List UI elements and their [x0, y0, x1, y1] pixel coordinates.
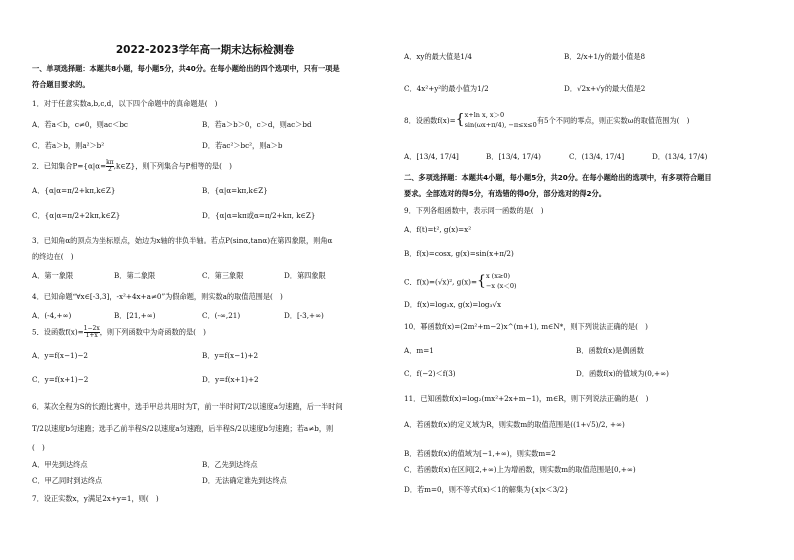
q3-option-a: A．第一象限 — [32, 271, 74, 280]
q9-stem: 9．下列各组函数中，表示同一函数的是( ) — [404, 206, 544, 215]
q10-option-c: C．f(−2)＜f(3) — [404, 369, 456, 378]
section1-header-cont: 符合题目要求的。 — [32, 80, 90, 89]
q8-option-a: A．[13/4, 17/4] — [404, 152, 459, 161]
q10-option-b: B．函数f(x)是偶函数 — [576, 346, 644, 355]
q4-option-a: A．(-4,+∞) — [32, 311, 72, 320]
q9-option-c-text: C．f(x)=(√x)², g(x)= — [404, 277, 478, 287]
q8-stem-start: 8．设函数f(x)= — [404, 115, 456, 125]
q4-option-d: D．[-3,+∞) — [284, 311, 324, 320]
q5-stem-end: ，则下列函数中为奇函数的是( ) — [99, 327, 206, 337]
q1-option-b: B．若a＞b＞0，c＞d，则ac＞bd — [202, 120, 312, 129]
q7-option-b: B．2/x+1/y的最小值是8 — [564, 52, 646, 61]
q2-fraction — [106, 160, 114, 173]
q8-brace: { — [455, 111, 465, 128]
q7-stem: 7．设正实数x，y满足2x+y=1，则( ) — [32, 494, 159, 503]
q10-stem: 10．幂函数f(x)=(2m²+m−2)x^(m+1), m∈N*，则下列说法正确的是( ) — [404, 322, 648, 331]
q9-piece-1: x (x≥0) — [485, 272, 510, 280]
q9-piece-2: −x (x＜0) — [485, 281, 517, 290]
q5-frac-den: 1+x — [85, 332, 98, 339]
q8-option-d: D．(13/4, 17/4) — [652, 152, 708, 161]
q5-fraction — [84, 326, 100, 339]
q7-option-d: D．√2x+√y的最大值是2 — [564, 84, 646, 93]
q3-option-b: B．第二象限 — [114, 271, 156, 280]
q2-option-d: D．{α|α=kπ或α=π/2+kπ, k∈Z} — [202, 211, 316, 220]
q7-option-a: A．xy的最大值是1/4 — [404, 52, 472, 61]
q3-option-d: D．第四象限 — [284, 271, 326, 280]
q11-option-a: A．若函数f(x)的定义域为R，则实数m的取值范围是((1+√5)/2, +∞) — [404, 420, 625, 429]
q3-stem: 3．已知角α的顶点为坐标原点，始边为x轴的非负半轴。若点P(sinα,tanα)在第四象限，则角α — [32, 236, 333, 245]
q2-stem-start: 2．已知集合P={α|α= — [32, 161, 107, 171]
q5-frac-num: 1−2x — [83, 325, 100, 332]
q10-option-d: D．函数f(x)的值域为(0,+∞) — [576, 369, 669, 378]
q5-stem — [32, 326, 206, 339]
q8-piece-2: sin(ωx+π/4), −π≤x≤0 — [464, 121, 537, 130]
q9-option-c — [404, 272, 517, 292]
q8-piecewise — [465, 110, 537, 131]
q2-frac-den: 2 — [107, 166, 112, 173]
q1-option-a: A．若a＜b，c≠0，则ac＜bc — [32, 120, 128, 129]
q9-option-b: B．f(x)=cosx, g(x)=sin(x+π/2) — [404, 249, 514, 258]
q6-stem-cont: T/2以速度b匀速跑；选手乙前半程S/2以速度a匀速跑，后半程S/2以速度b匀速跑；若a≠b，则 — [32, 424, 334, 433]
q10-option-a: A．m=1 — [404, 346, 434, 355]
q1-option-d: D．若ac²＞bc²，则a＞b — [202, 141, 283, 150]
q2-stem — [32, 160, 232, 173]
q8-stem — [404, 110, 689, 131]
q9-option-d: D．f(x)=log₃x, g(x)=log₃√x — [404, 300, 502, 309]
q4-option-c: C．(-∞,21) — [202, 311, 241, 320]
q8-piece-1: x+ln x, x＞0 — [464, 111, 505, 119]
q11-option-b: B．若函数f(x)的值域为[−1,+∞)，则实数m=2 — [404, 449, 556, 458]
q8-stem-end: 有5个不同的零点，则正实数ω的取值范围为( ) — [536, 115, 690, 125]
page-title: 2022-2023学年高一期末达标检测卷 — [115, 44, 295, 56]
q8-option-b: B．[13/4, 17/4) — [486, 152, 541, 161]
section1-header: 一、单项选择题：本题共8小题，每小题5分，共40分。在每小题给出的四个选项中，只有一项是 — [32, 64, 340, 73]
section2-header-cont: 要求。全部选对的得5分，有选错的得0分，部分选对的得2分。 — [404, 189, 606, 198]
q7-option-c: C．4x²+y²的最小值为1/2 — [404, 84, 489, 93]
q1-option-c: C．若a＞b，则a²＞b² — [32, 141, 105, 150]
q8-option-c: C．(13/4, 17/4] — [569, 152, 625, 161]
q6-option-b: B．乙先到达终点 — [202, 460, 258, 469]
q5-stem-start: 5．设函数f(x)= — [32, 327, 84, 337]
q6-option-d: D．无法确定谁先到达终点 — [202, 476, 287, 485]
q11-option-d: D．若m=0，则不等式f(x)＜1的解集为{x|x＜3/2} — [404, 485, 569, 494]
q5-option-d: D．y=f(x+1)+2 — [202, 375, 259, 384]
q5-option-b: B．y=f(x−1)+2 — [202, 351, 259, 360]
q3-stem-cont: 的终边在( ) — [32, 252, 74, 261]
q1-stem: 1．对于任意实数a,b,c,d，以下四个命题中的真命题是( ) — [32, 99, 218, 108]
q2-option-b: B．{α|α=kπ,k∈Z} — [202, 186, 268, 195]
q5-option-c: C．y=f(x+1)−2 — [32, 375, 89, 384]
q11-stem: 11．已知函数f(x)=log₂(mx²+2x+m−1)，m∈R，则下列说法正确的是( ) — [404, 394, 649, 403]
q4-option-b: B．[21,+∞) — [114, 311, 156, 320]
q11-option-c: C．若函数f(x)在区间[2,+∞)上为增函数，则实数m的取值范围是[0,+∞) — [404, 465, 636, 474]
q2-option-c: C．{α|α=π/2+2kπ,k∈Z} — [32, 211, 121, 220]
q9-option-a: A．f(t)=t², g(x)=x² — [404, 225, 472, 234]
q5-option-a: A．y=f(x−1)−2 — [32, 351, 88, 360]
q3-option-c: C．第三象限 — [202, 271, 244, 280]
q2-frac-num: kπ — [106, 159, 114, 166]
q9-brace: { — [477, 273, 486, 289]
q6-option-c: C．甲乙同时到达终点 — [32, 476, 103, 485]
q6-stem-bracket: ( ) — [32, 443, 45, 452]
q6-option-a: A．甲先到达终点 — [32, 460, 88, 469]
q6-stem: 6．某次全程为S的长跑比赛中，选手甲总共用时为T，前一半时间T/2以速度a匀速跑，后一半时间 — [32, 402, 343, 411]
q9-piecewise — [486, 272, 517, 292]
section2-header: 二、多项选择题：本题共4小题，每小题5分，共20分。在每小题给出的选项中，有多项符合题目 — [404, 173, 712, 182]
q2-option-a: A．{α|α=π/2+kπ,k∈Z} — [32, 186, 116, 195]
q4-stem: 4．已知命题“∀x∈[-3,3]，-x²+4x+a≠0”为假命题，则实数a的取值范围是( ) — [32, 292, 283, 301]
q2-stem-end: ,k∈Z}，则下列集合与P相等的是( ) — [113, 161, 232, 171]
